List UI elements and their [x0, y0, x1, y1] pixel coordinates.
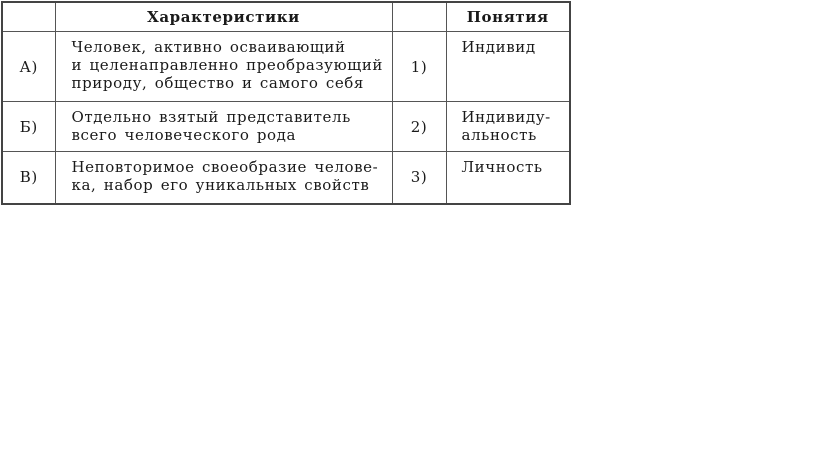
table-header-row	[2, 2, 570, 32]
row-concept	[446, 102, 570, 152]
table-row	[2, 32, 570, 102]
concept-line: Личность	[461, 158, 543, 176]
row-letter: В)	[2, 152, 55, 204]
concept-line: Индивид	[461, 38, 536, 56]
concept-line: альность	[461, 126, 537, 144]
row-concept	[446, 152, 570, 204]
row-number: 2)	[392, 102, 446, 152]
header-number-cell	[392, 2, 446, 32]
row-description	[55, 102, 392, 152]
matching-table	[1, 1, 571, 205]
row-concept	[446, 32, 570, 102]
table-row	[2, 102, 570, 152]
row-description	[55, 152, 392, 204]
row-number: 1)	[392, 32, 446, 102]
row-number: 3)	[392, 152, 446, 204]
header-letter-cell	[2, 2, 55, 32]
description-line: и целенаправленно преобразующий	[71, 56, 384, 74]
table-row	[2, 152, 570, 204]
description-line: ка, набор его уникальных свойств	[71, 176, 370, 194]
description-line: природу, общество и самого себя	[71, 74, 364, 92]
header-concepts: Понятия	[446, 2, 570, 32]
row-letter: Б)	[2, 102, 55, 152]
description-line: Отдельно взятый представитель	[71, 108, 351, 126]
row-letter: А)	[2, 32, 55, 102]
concept-line: Индивиду-	[461, 108, 551, 126]
description-line: Неповторимое своеобразие челове-	[71, 158, 379, 176]
description-line: всего человеческого рода	[71, 126, 297, 144]
description-line: Человек, активно осваивающий	[71, 38, 346, 56]
row-description	[55, 32, 392, 102]
header-characteristics: Характеристики	[55, 2, 392, 32]
